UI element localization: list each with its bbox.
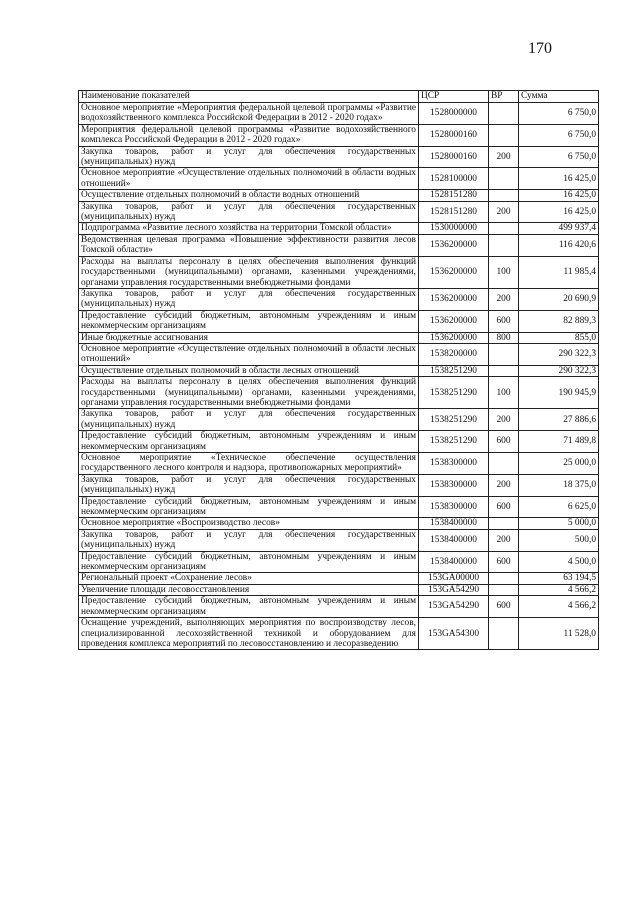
row-vr-cell bbox=[489, 223, 519, 234]
row-csr-cell: 1528000160 bbox=[419, 146, 489, 168]
row-sum-cell: 16 425,0 bbox=[519, 168, 599, 190]
table-row bbox=[79, 310, 599, 332]
row-vr-cell: 200 bbox=[489, 288, 519, 310]
table-row bbox=[79, 343, 599, 365]
row-csr-cell: 1528000160 bbox=[419, 124, 489, 146]
table-row bbox=[79, 573, 599, 584]
budget-table bbox=[78, 90, 599, 650]
table-row bbox=[79, 584, 599, 595]
header-name: Наименование показателей bbox=[79, 91, 419, 103]
table-body bbox=[79, 103, 599, 650]
row-csr-cell: 1538251290 bbox=[419, 365, 489, 376]
row-name-cell: Предоставление субсидий бюджетным, автономным учреждениям и иным некоммерческим организациям bbox=[79, 431, 419, 453]
row-sum-cell: 82 889,3 bbox=[519, 310, 599, 332]
row-csr-cell: 1528000000 bbox=[419, 103, 489, 125]
row-sum-cell: 16 425,0 bbox=[519, 201, 599, 223]
row-vr-cell: 600 bbox=[489, 551, 519, 573]
row-vr-cell bbox=[489, 618, 519, 650]
table-row bbox=[79, 288, 599, 310]
row-name-cell: Основное мероприятие «Осуществление отдельных полномочий в области водных отношений» bbox=[79, 168, 419, 190]
row-csr-cell: 1536200000 bbox=[419, 234, 489, 256]
row-name-cell: Основное мероприятие «Воспроизводство лесов» bbox=[79, 518, 419, 529]
row-sum-cell: 63 194,5 bbox=[519, 573, 599, 584]
row-csr-cell: 1538251290 bbox=[419, 431, 489, 453]
row-vr-cell: 200 bbox=[489, 146, 519, 168]
header-sum: Сумма bbox=[519, 91, 599, 103]
table-row bbox=[79, 518, 599, 529]
row-csr-cell: 1538251290 bbox=[419, 409, 489, 431]
row-csr-cell: 1538400000 bbox=[419, 551, 489, 573]
page-number: 170 bbox=[528, 40, 552, 57]
row-vr-cell bbox=[489, 518, 519, 529]
row-name-cell: Основное мероприятие «Мероприятия федеральной целевой программы «Развитие водохозяйственного комплекса Российской Федерации в 2012 - 2020 годах» bbox=[79, 103, 419, 125]
row-csr-cell: 1530000000 bbox=[419, 223, 489, 234]
table-row bbox=[79, 234, 599, 256]
row-csr-cell: 1538251290 bbox=[419, 377, 489, 409]
row-csr-cell: 1536200000 bbox=[419, 288, 489, 310]
row-csr-cell: 1536200000 bbox=[419, 310, 489, 332]
row-vr-cell bbox=[489, 453, 519, 475]
row-sum-cell: 6 750,0 bbox=[519, 103, 599, 125]
row-vr-cell bbox=[489, 168, 519, 190]
table-header-row bbox=[79, 91, 599, 103]
row-name-cell: Подпрограмма «Развитие лесного хозяйства на территории Томской области» bbox=[79, 223, 419, 234]
row-sum-cell: 855,0 bbox=[519, 332, 599, 343]
row-vr-cell: 600 bbox=[489, 596, 519, 618]
row-vr-cell: 200 bbox=[489, 409, 519, 431]
row-sum-cell: 18 375,0 bbox=[519, 474, 599, 496]
table-row bbox=[79, 431, 599, 453]
row-name-cell: Расходы на выплаты персоналу в целях обеспечения выполнения функций государственными (муниципальными) органами, казенными учреждениями, органами управления государственными внебюджетными фондами bbox=[79, 377, 419, 409]
row-csr-cell: 1538300000 bbox=[419, 474, 489, 496]
table-row bbox=[79, 377, 599, 409]
row-vr-cell bbox=[489, 343, 519, 365]
row-name-cell: Закупка товаров, работ и услуг для обеспечения государственных (муниципальных) нужд bbox=[79, 201, 419, 223]
row-name-cell: Осуществление отдельных полномочий в области лесных отношений bbox=[79, 365, 419, 376]
row-sum-cell: 190 945,9 bbox=[519, 377, 599, 409]
table-row bbox=[79, 332, 599, 343]
table-row bbox=[79, 409, 599, 431]
row-name-cell: Оснащение учреждений, выполняющих мероприятия по воспроизводству лесов, специализированной лесохозяйственной техникой и оборудованием для проведения комплекса мероприятий по лесовосстановлению и лесоразведению bbox=[79, 618, 419, 650]
row-sum-cell: 290 322,3 bbox=[519, 343, 599, 365]
row-csr-cell: 153GA00000 bbox=[419, 573, 489, 584]
table-row bbox=[79, 201, 599, 223]
row-sum-cell: 11 985,4 bbox=[519, 256, 599, 288]
header-csr: ЦСР bbox=[419, 91, 489, 103]
row-vr-cell: 200 bbox=[489, 529, 519, 551]
row-csr-cell: 1528100000 bbox=[419, 168, 489, 190]
row-sum-cell: 499 937,4 bbox=[519, 223, 599, 234]
row-csr-cell: 1528151280 bbox=[419, 201, 489, 223]
row-name-cell: Основное мероприятие «Осуществление отдельных полномочий в области лесных отношений» bbox=[79, 343, 419, 365]
row-sum-cell: 11 528,0 bbox=[519, 618, 599, 650]
row-csr-cell: 1538400000 bbox=[419, 518, 489, 529]
table-row bbox=[79, 596, 599, 618]
row-name-cell: Закупка товаров, работ и услуг для обеспечения государственных (муниципальных) нужд bbox=[79, 529, 419, 551]
row-sum-cell: 27 886,6 bbox=[519, 409, 599, 431]
table-row bbox=[79, 124, 599, 146]
row-sum-cell: 4 500,0 bbox=[519, 551, 599, 573]
table-row bbox=[79, 146, 599, 168]
table-row bbox=[79, 551, 599, 573]
row-vr-cell: 600 bbox=[489, 496, 519, 518]
row-csr-cell: 1538300000 bbox=[419, 453, 489, 475]
row-name-cell: Осуществление отдельных полномочий в области водных отношений bbox=[79, 190, 419, 201]
table-row bbox=[79, 618, 599, 650]
row-vr-cell bbox=[489, 103, 519, 125]
row-sum-cell: 20 690,9 bbox=[519, 288, 599, 310]
row-sum-cell: 6 625,0 bbox=[519, 496, 599, 518]
row-sum-cell: 6 750,0 bbox=[519, 146, 599, 168]
row-csr-cell: 1538300000 bbox=[419, 496, 489, 518]
row-name-cell: Предоставление субсидий бюджетным, автономным учреждениям и иным некоммерческим организациям bbox=[79, 551, 419, 573]
table-row bbox=[79, 223, 599, 234]
row-csr-cell: 153GA54300 bbox=[419, 618, 489, 650]
row-sum-cell: 290 322,3 bbox=[519, 365, 599, 376]
row-vr-cell bbox=[489, 234, 519, 256]
row-name-cell: Предоставление субсидий бюджетным, автономным учреждениям и иным некоммерческим организациям bbox=[79, 310, 419, 332]
header-vr: ВР bbox=[489, 91, 519, 103]
row-sum-cell: 116 420,6 bbox=[519, 234, 599, 256]
row-name-cell: Закупка товаров, работ и услуг для обеспечения государственных (муниципальных) нужд bbox=[79, 146, 419, 168]
row-sum-cell: 6 750,0 bbox=[519, 124, 599, 146]
row-vr-cell: 600 bbox=[489, 310, 519, 332]
row-vr-cell: 800 bbox=[489, 332, 519, 343]
row-csr-cell: 153GA54290 bbox=[419, 596, 489, 618]
row-csr-cell: 1536200000 bbox=[419, 256, 489, 288]
table-row bbox=[79, 365, 599, 376]
row-name-cell: Иные бюджетные ассигнования bbox=[79, 332, 419, 343]
row-sum-cell: 5 000,0 bbox=[519, 518, 599, 529]
row-name-cell: Предоставление субсидий бюджетным, автономным учреждениям и иным некоммерческим организациям bbox=[79, 596, 419, 618]
row-name-cell: Закупка товаров, работ и услуг для обеспечения государственных (муниципальных) нужд bbox=[79, 288, 419, 310]
row-vr-cell bbox=[489, 124, 519, 146]
row-vr-cell bbox=[489, 365, 519, 376]
row-vr-cell: 200 bbox=[489, 201, 519, 223]
row-sum-cell: 25 000,0 bbox=[519, 453, 599, 475]
row-vr-cell bbox=[489, 573, 519, 584]
row-csr-cell: 1536200000 bbox=[419, 332, 489, 343]
row-vr-cell: 100 bbox=[489, 377, 519, 409]
row-vr-cell: 100 bbox=[489, 256, 519, 288]
table-row bbox=[79, 496, 599, 518]
row-csr-cell: 1528151280 bbox=[419, 190, 489, 201]
row-vr-cell bbox=[489, 584, 519, 595]
row-name-cell: Закупка товаров, работ и услуг для обеспечения государственных (муниципальных) нужд bbox=[79, 409, 419, 431]
row-vr-cell: 600 bbox=[489, 431, 519, 453]
row-name-cell: Предоставление субсидий бюджетным, автономным учреждениям и иным некоммерческим организациям bbox=[79, 496, 419, 518]
table-row bbox=[79, 168, 599, 190]
row-sum-cell: 4 566,2 bbox=[519, 596, 599, 618]
row-csr-cell: 1538400000 bbox=[419, 529, 489, 551]
row-csr-cell: 1538200000 bbox=[419, 343, 489, 365]
table-row bbox=[79, 474, 599, 496]
row-name-cell: Региональный проект «Сохранение лесов» bbox=[79, 573, 419, 584]
row-name-cell: Увеличение площади лесовосстановления bbox=[79, 584, 419, 595]
row-name-cell: Мероприятия федеральной целевой программы «Развитие водохозяйственного комплекса Российской Федерации в 2012 - 2020 годах» bbox=[79, 124, 419, 146]
row-csr-cell: 153GA54290 bbox=[419, 584, 489, 595]
table-row bbox=[79, 529, 599, 551]
row-name-cell: Расходы на выплаты персоналу в целях обеспечения выполнения функций государственными (муниципальными) органами, казенными учреждениями, органами управления государственными внебюджетными фондами bbox=[79, 256, 419, 288]
table-row bbox=[79, 103, 599, 125]
row-sum-cell: 16 425,0 bbox=[519, 190, 599, 201]
row-sum-cell: 4 566,2 bbox=[519, 584, 599, 595]
row-name-cell: Ведомственная целевая программа «Повышение эффективности развития лесов Томской области» bbox=[79, 234, 419, 256]
row-sum-cell: 500,0 bbox=[519, 529, 599, 551]
table-row bbox=[79, 256, 599, 288]
row-vr-cell: 200 bbox=[489, 474, 519, 496]
row-vr-cell bbox=[489, 190, 519, 201]
row-sum-cell: 71 489,8 bbox=[519, 431, 599, 453]
row-name-cell: Основное мероприятие «Техническое обеспечение осуществления государственного лесного контроля и надзора, противопожарных мероприятий» bbox=[79, 453, 419, 475]
row-name-cell: Закупка товаров, работ и услуг для обеспечения государственных (муниципальных) нужд bbox=[79, 474, 419, 496]
table-row bbox=[79, 190, 599, 201]
table-row bbox=[79, 453, 599, 475]
